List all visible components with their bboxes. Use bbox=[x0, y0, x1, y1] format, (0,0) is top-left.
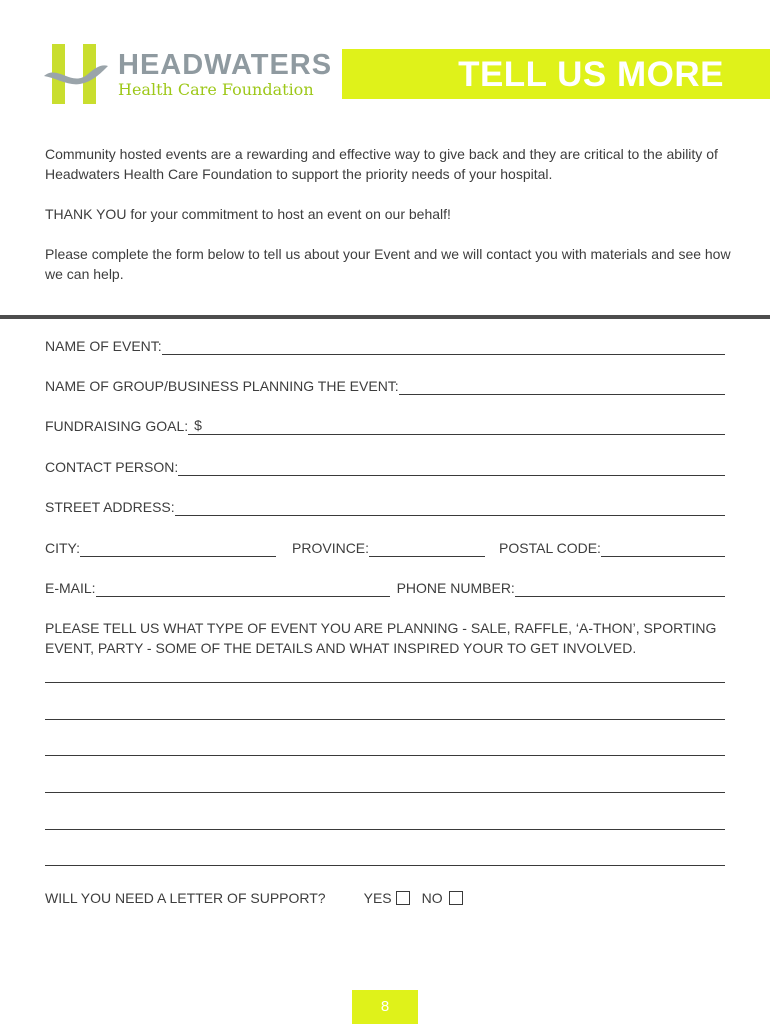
intro-paragraph-3: Please complete the form below to tell us about your Event and we will contact you with materials and see how we can help. bbox=[45, 246, 731, 282]
headwaters-h-logo-icon bbox=[44, 44, 110, 104]
city-label: CITY: bbox=[45, 540, 81, 556]
answer-line-2[interactable] bbox=[45, 719, 725, 720]
section-divider bbox=[0, 315, 770, 319]
yes-label: YES bbox=[363, 890, 392, 906]
street-address-row bbox=[45, 496, 725, 516]
fundraising-goal-label: FUNDRAISING GOAL: bbox=[45, 418, 189, 434]
intro-text bbox=[45, 144, 735, 304]
province-label: PROVINCE: bbox=[292, 540, 370, 556]
contact-person-label: CONTACT PERSON: bbox=[45, 459, 179, 475]
email-label: E-MAIL: bbox=[45, 580, 96, 596]
street-address-label: STREET ADDRESS: bbox=[45, 499, 175, 515]
intro-paragraph-1: Community hosted events are a rewarding and effective way to give back and they are critical to the ability of Headwaters Health Care Foundation to support the priority needs of your hospital. bbox=[45, 146, 718, 182]
phone-label: PHONE NUMBER: bbox=[396, 580, 515, 596]
page-title: TELL US MORE bbox=[458, 55, 724, 94]
event-name-field[interactable] bbox=[162, 337, 725, 355]
group-name-field[interactable] bbox=[399, 377, 725, 395]
street-address-field[interactable] bbox=[175, 498, 725, 516]
province-field[interactable] bbox=[369, 539, 485, 557]
email-field[interactable] bbox=[96, 579, 390, 597]
postal-code-field[interactable] bbox=[601, 539, 725, 557]
contact-person-row bbox=[45, 456, 725, 476]
yes-checkbox[interactable] bbox=[396, 891, 410, 905]
no-label: NO bbox=[421, 890, 443, 906]
letter-of-support-row bbox=[45, 888, 463, 908]
title-banner bbox=[342, 49, 770, 99]
no-checkbox[interactable] bbox=[449, 891, 463, 905]
page-number: 8 bbox=[352, 990, 418, 1024]
fundraising-goal-row bbox=[45, 415, 725, 435]
answer-line-6[interactable] bbox=[45, 865, 725, 866]
fundraising-goal-field[interactable] bbox=[188, 417, 725, 435]
postal-code-label: POSTAL CODE: bbox=[499, 540, 601, 556]
contact-person-field[interactable] bbox=[178, 458, 725, 476]
answer-line-5[interactable] bbox=[45, 829, 725, 830]
city-field[interactable] bbox=[80, 539, 276, 557]
event-type-question: PLEASE TELL US WHAT TYPE OF EVENT YOU ARE PLANNING - SALE, RAFFLE, ‘A-THON’, SPORTING EVENT, PARTY - SOME OF THE DETAILS AND WHAT INSPIRED YOUR TO GET INVOLVED. bbox=[45, 620, 717, 656]
logo-subtitle: Health Care Foundation bbox=[118, 80, 314, 99]
answer-line-4[interactable] bbox=[45, 792, 725, 793]
email-phone-row bbox=[45, 577, 725, 597]
letter-of-support-label: WILL YOU NEED A LETTER OF SUPPORT? bbox=[45, 890, 326, 906]
city-province-postal-row bbox=[45, 537, 725, 557]
intro-paragraph-2: THANK YOU for your commitment to host an event on our behalf! bbox=[45, 206, 451, 222]
answer-line-3[interactable] bbox=[45, 755, 725, 756]
logo-wordmark: HEADWATERS bbox=[118, 49, 333, 81]
foundation-logo bbox=[44, 44, 334, 104]
phone-field[interactable] bbox=[515, 579, 725, 597]
event-name-label: NAME OF EVENT: bbox=[45, 338, 162, 354]
answer-line-1[interactable] bbox=[45, 682, 725, 683]
event-name-row bbox=[45, 335, 725, 355]
currency-prefix: $ bbox=[194, 417, 202, 433]
group-name-label: NAME OF GROUP/BUSINESS PLANNING THE EVENT: bbox=[45, 378, 399, 394]
group-name-row bbox=[45, 375, 725, 395]
